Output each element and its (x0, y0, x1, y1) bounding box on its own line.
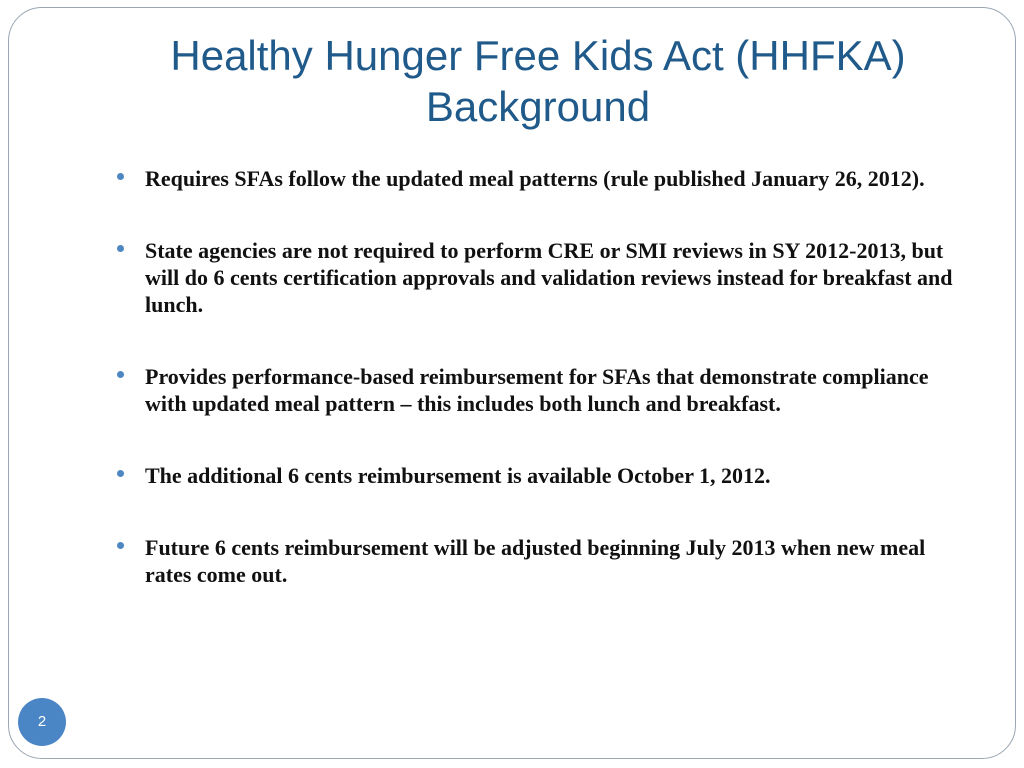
bullet-dot-icon (117, 470, 124, 477)
bullet-text: Future 6 cents reimbursement will be adjusted beginning July 2013 when new meal rates come out. (145, 535, 926, 587)
bullet-text: The additional 6 cents reimbursement is available October 1, 2012. (145, 463, 771, 488)
bullet-text: State agencies are not required to perform CRE or SMI reviews in SY 2012-2013, but will do 6 cents certification approvals and validation reviews instead for breakfast and lunch. (145, 238, 953, 317)
bullet-item (117, 363, 967, 417)
bullet-dot-icon (117, 371, 124, 378)
bullet-dot-icon (117, 173, 124, 180)
bullet-dot-icon (117, 542, 124, 549)
bullet-dot-icon (117, 245, 124, 252)
bullet-item (117, 462, 967, 489)
bullet-text: Requires SFAs follow the updated meal patterns (rule published January 26, 2012). (145, 166, 925, 191)
slide-title-line-2: Background (425, 83, 651, 130)
bullet-item (117, 237, 967, 318)
slide-title-line-1: Healthy Hunger Free Kids Act (HHFKA) (170, 32, 906, 79)
bullet-item (117, 534, 967, 588)
bullet-text: Provides performance-based reimbursement for SFAs that demonstrate compliance with updated meal pattern – this includes both lunch and breakfast. (145, 364, 929, 416)
bullet-list (117, 165, 967, 633)
slide-title (100, 30, 976, 132)
bullet-item (117, 165, 967, 192)
page-number-badge: 2 (18, 698, 66, 746)
